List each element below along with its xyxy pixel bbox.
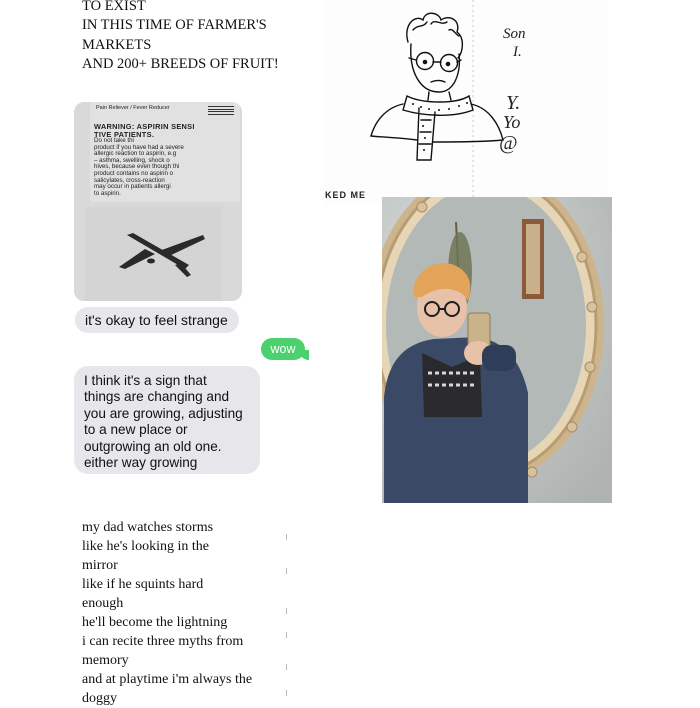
message-bubble-received[interactable]: it's okay to feel strange — [75, 307, 239, 333]
sketch-drawing — [323, 0, 608, 205]
message-line: things are changing and — [84, 389, 230, 405]
top-poem-line: AND 200+ BREEDS OF FRUIT! — [82, 56, 279, 73]
message-line: outgrowing an old one. — [84, 438, 222, 454]
message-bubble-received[interactable] — [74, 366, 260, 474]
top-poem-line: MARKETS — [82, 36, 152, 53]
warning-title: WARNING: ASPIRIN SENSI TIVE PATIENTS. — [94, 122, 195, 139]
sketch-caption: KED ME — [325, 190, 367, 200]
aspirin-warning-label — [90, 102, 240, 202]
self-portrait-sketch — [323, 0, 608, 205]
poem-line: i can recite three myths from — [82, 634, 244, 649]
top-poem-line: IN THIS TIME OF FARMER'S — [82, 17, 267, 34]
message-line: to a new place or — [84, 422, 188, 438]
airplane-photo — [85, 207, 221, 301]
poem-line: like if he squints hard — [82, 577, 204, 592]
handwritten-text: I. — [513, 44, 522, 60]
poem-line: and at playtime i'm always the — [82, 672, 253, 687]
poem-line: mirror — [82, 558, 118, 573]
mirror-selfie-photo — [382, 197, 612, 503]
image-message-bubble[interactable] — [74, 102, 242, 301]
sent-message-text: wow — [270, 342, 296, 356]
barcode-icon — [208, 105, 234, 116]
poem-line: like he's looking in the — [82, 539, 209, 554]
message-bubble-sent[interactable] — [261, 338, 305, 360]
message-line: you are growing, adjusting — [84, 405, 243, 421]
page-edge-marks — [286, 530, 290, 700]
label-header: Pain Reliever / Fever Reducer — [96, 105, 170, 111]
message-line: either way growing — [84, 455, 198, 471]
bottom-poem — [82, 518, 302, 708]
mirror-selfie-illustration — [382, 197, 612, 503]
poem-line: my dad watches storms — [82, 520, 214, 535]
poem-line: memory — [82, 653, 129, 668]
handwritten-text: Yo — [503, 112, 521, 132]
poem-line: doggy — [82, 691, 117, 706]
top-poem — [82, 0, 312, 75]
poem-line: enough — [82, 596, 124, 611]
message-line: I think it's a sign that — [84, 373, 207, 388]
top-poem-line: TO EXIST — [82, 0, 146, 14]
poem-line: he'll become the lightning — [82, 615, 228, 630]
handwritten-text: Son — [503, 26, 526, 42]
handwritten-text: @ — [499, 132, 518, 154]
warning-body: Do not take thi product if you have had a severe allergic reaction to aspirin, e.g – asthma, swelling, shock o hives, because even though thi product contains no aspirin o salicylates, cross-reaction may occur in patients allergi to aspirin. — [94, 137, 184, 197]
handwritten-text: Y. — [506, 92, 521, 114]
